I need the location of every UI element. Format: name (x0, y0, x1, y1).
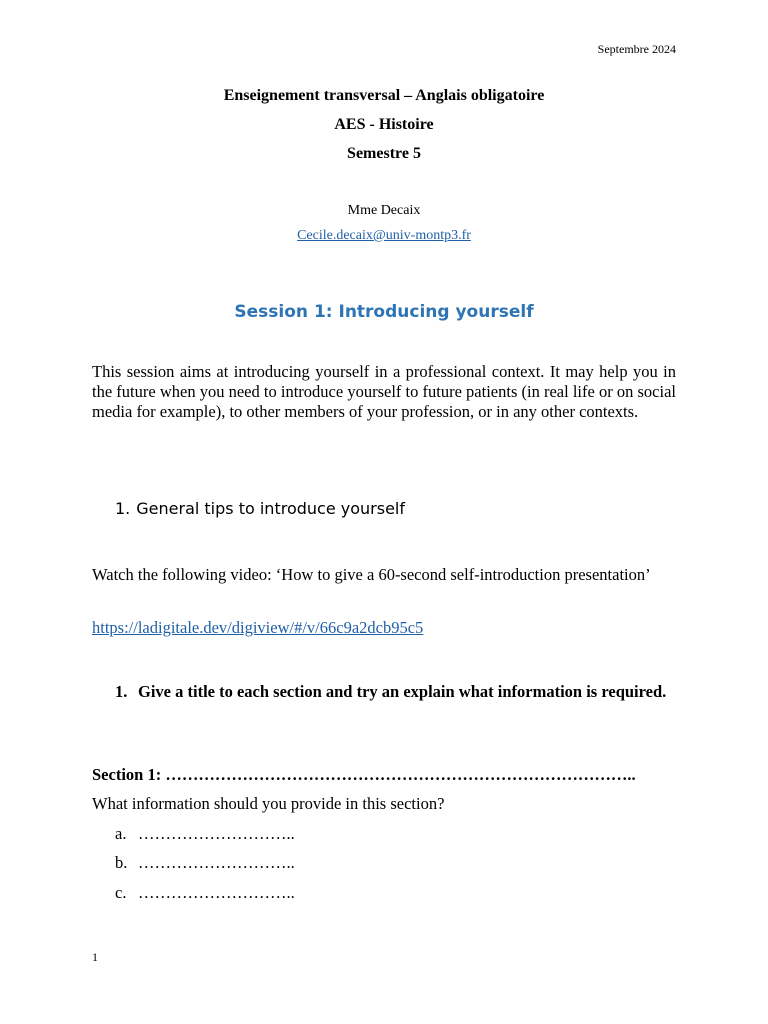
answer-blank: ……………………….. (138, 853, 295, 872)
semester-title: Semestre 5 (347, 145, 421, 162)
answer-item-label: a. (115, 824, 127, 843)
page-number: 1 (92, 950, 98, 964)
answer-item-c (115, 883, 295, 903)
document-date: Septembre 2024 (597, 42, 676, 56)
video-link-container (92, 618, 423, 638)
question-1 (115, 677, 676, 706)
question-1-number: 1. (115, 682, 128, 701)
program-title: AES - Histoire (334, 116, 434, 133)
video-link[interactable]: https://ladigitale.dev/digiview/#/v/66c9a2dcb95c5 (92, 618, 424, 637)
teacher-email-container (0, 228, 768, 244)
teacher-name: Mme Decaix (347, 203, 421, 218)
session-intro-paragraph: This session aims at introducing yourself in a professional context. It may help you in the future when you need to introduce yourself to future patients (in real life or on social media for example), to other members of your profession, or in any other contexts. (92, 362, 676, 421)
video-instruction: Watch the following video: ‘How to give a 60-second self-introduction presentation’ (92, 565, 651, 584)
section-heading (115, 499, 405, 518)
section-heading-text: General tips to introduce yourself (136, 499, 405, 518)
teacher-email-link[interactable]: Cecile.decaix@univ-montp3.fr (297, 228, 471, 243)
answer-item-b (115, 853, 295, 873)
section-1-question: What information should you provide in this section? (92, 794, 445, 813)
question-1-text: Give a title to each section and try an explain what information is required. (138, 682, 667, 701)
answer-blank: ……………………….. (138, 883, 295, 902)
answer-item-label: b. (115, 853, 128, 872)
answer-blank: ……………………….. (138, 824, 295, 843)
course-title: Enseignement transversal – Anglais obligatoire (223, 87, 545, 104)
answer-item-a (115, 824, 295, 844)
session-heading: Session 1: Introducing yourself (234, 302, 534, 322)
answer-item-label: c. (115, 883, 127, 902)
section-1-label: Section 1: ………………………………………………………………………….. (92, 765, 636, 784)
section-heading-number: 1. (115, 499, 131, 518)
